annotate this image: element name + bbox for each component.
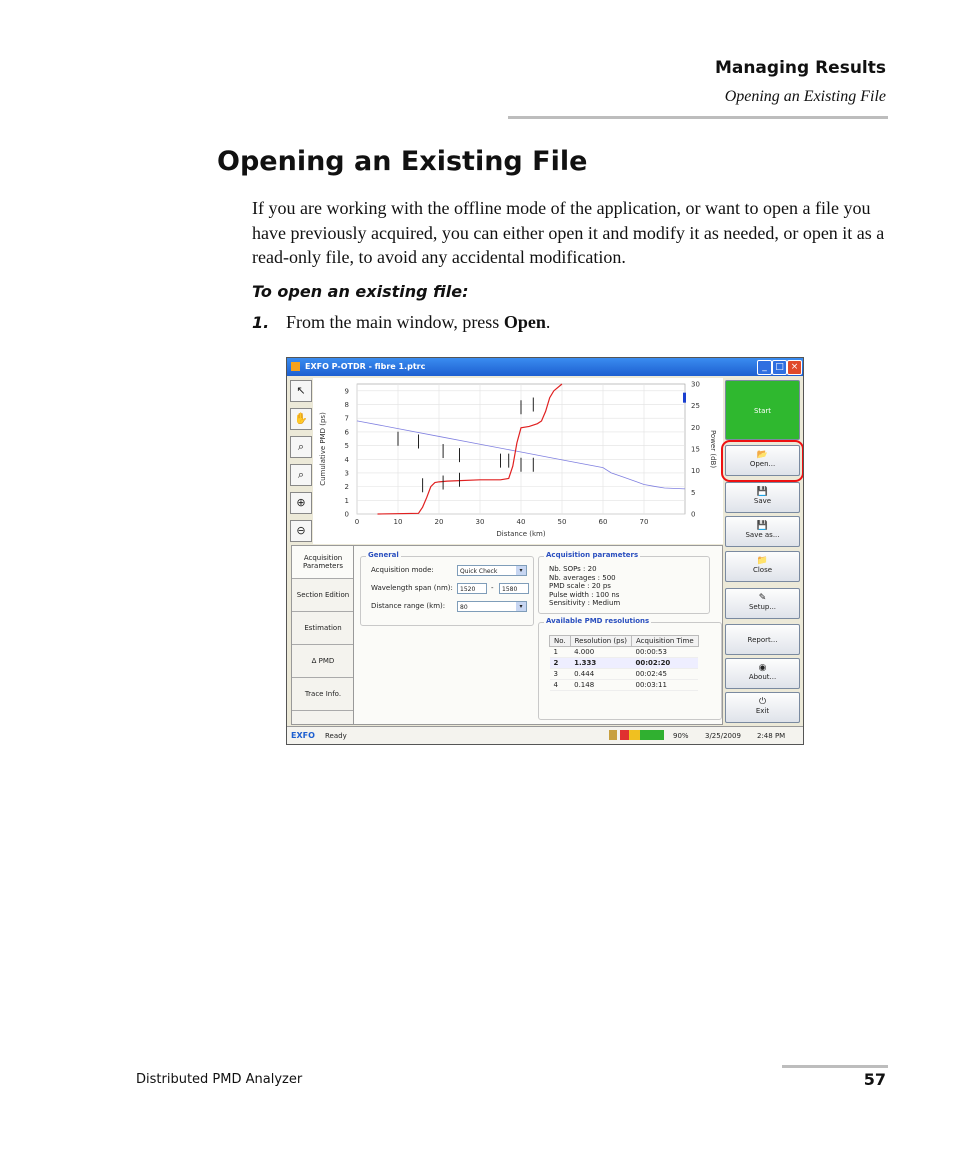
running-header-subtitle: Opening an Existing File	[724, 88, 886, 105]
distance-range-select[interactable]	[457, 601, 527, 612]
save-icon: 💾	[756, 487, 769, 497]
app-icon	[291, 362, 300, 371]
table-row[interactable]	[550, 680, 699, 691]
col-header: No.	[550, 636, 571, 647]
acq-params-title: Acquisition parameters	[546, 551, 639, 559]
x-tick-label: 0	[354, 518, 360, 526]
table-row[interactable]	[550, 669, 699, 680]
exit-label: Exit	[755, 707, 770, 715]
y2-tick-label: 10	[691, 467, 700, 476]
y2-tick-label: 0	[691, 510, 696, 519]
battery-percent: 90%	[673, 732, 689, 740]
pmd-res-title: Available PMD resolutions	[546, 617, 650, 625]
general-group	[360, 551, 534, 626]
pmd-resolutions-group	[538, 617, 722, 720]
report-button[interactable]: Report...	[725, 624, 800, 655]
tab-acquisition-parameters[interactable]: Acquisition Parameters	[292, 546, 354, 579]
zoom-out-icon[interactable]: ⊖	[290, 520, 312, 542]
y2-tick-label: 5	[691, 488, 696, 497]
battery-icon	[609, 730, 617, 740]
y2-tick-label: 30	[691, 380, 700, 389]
x-axis-label: Distance (km)	[496, 530, 546, 538]
acq-mode-select[interactable]	[457, 565, 527, 576]
step-bold: Open	[503, 312, 546, 332]
open-highlight	[721, 440, 804, 482]
distance-range-label: Distance range (km):	[371, 602, 446, 610]
table-cell: 0.444	[570, 669, 631, 680]
tab-trace-info[interactable]: Trace Info.	[292, 678, 354, 711]
intro-paragraph: If you are working with the offline mode of the application, or want to open a file you have previously acquired, you can either open it and modify it as needed, or open it as a read-only file, to avoid any accidental modification.	[252, 198, 885, 267]
folder-open-icon: 📂	[756, 450, 769, 460]
y-tick-label: 4	[344, 455, 349, 464]
status-state: Ready	[325, 732, 347, 740]
x-tick-label: 30	[475, 518, 485, 526]
power-icon: ⏻	[758, 697, 767, 707]
about-icon: ◉	[758, 663, 767, 673]
maximize-icon[interactable]: □	[772, 360, 787, 375]
y2-tick-label: 15	[691, 445, 700, 454]
chevron-down-icon: ▾	[516, 566, 526, 575]
acq-param-line: Sensitivity : Medium	[549, 599, 621, 607]
table-row[interactable]	[550, 647, 699, 658]
app-window	[286, 357, 804, 745]
pointer-icon[interactable]: ↖	[290, 380, 312, 402]
close-label: Close	[752, 566, 773, 574]
table-cell: 00:03:11	[631, 680, 698, 691]
acq-param-line: Nb. SOPs : 20	[549, 565, 597, 573]
table-cell: 3	[550, 669, 571, 680]
procedure-title: To open an existing file:	[252, 282, 469, 301]
acq-param-line: PMD scale : 20 ps	[549, 582, 611, 590]
table-cell: 2	[550, 658, 571, 669]
y-tick-label: 7	[344, 414, 349, 423]
acq-param-line: Pulse width : 100 ns	[549, 590, 620, 599]
status-brand: EXFO	[291, 731, 315, 740]
y-axis-label: Cumulative PMD (ps)	[319, 412, 327, 486]
y-tick-label: 0	[344, 510, 349, 519]
setup-label: Setup...	[748, 603, 777, 611]
cursor-marker	[683, 393, 686, 403]
open-label: Open...	[749, 460, 776, 468]
col-header: Resolution (ps)	[570, 636, 631, 647]
footer-rule	[782, 1065, 888, 1068]
y-tick-label: 6	[344, 428, 349, 437]
procedure-step	[252, 312, 550, 333]
y-tick-label: 5	[344, 442, 349, 451]
folder-icon: 📁	[756, 556, 769, 566]
y2-tick-label: 20	[691, 423, 700, 432]
page-number: 57	[863, 1070, 886, 1089]
side-tabs	[291, 545, 355, 725]
x-tick-label: 70	[639, 518, 649, 526]
save-as-button[interactable]	[725, 516, 800, 547]
section-heading: Opening an Existing File	[217, 146, 588, 177]
table-cell: 0.148	[570, 680, 631, 691]
about-label: About...	[748, 673, 777, 681]
save-label: Save	[753, 497, 772, 505]
hand-icon[interactable]: ✋	[290, 408, 312, 430]
exit-button[interactable]	[725, 692, 800, 723]
window-title: EXFO P-OTDR - fibre 1.ptrc	[305, 362, 426, 371]
save-button[interactable]	[725, 482, 800, 513]
acquisition-parameters-group	[538, 551, 710, 614]
wavelength-label: Wavelength span (nm):	[371, 584, 453, 592]
save-as-icon: 💾	[756, 521, 769, 531]
pmd-resolutions-table	[549, 635, 699, 691]
zoom-x-icon[interactable]: ⌕	[290, 464, 312, 486]
table-cell: 1	[550, 647, 571, 658]
zoom-in-icon[interactable]: ⊕	[290, 492, 312, 514]
pmd-plot-area	[313, 378, 723, 544]
step-text-end: .	[545, 312, 551, 332]
table-row[interactable]	[550, 658, 699, 669]
table-cell: 00:00:53	[631, 647, 698, 658]
setup-icon: ✎	[758, 593, 767, 603]
setup-button[interactable]	[725, 588, 800, 619]
status-date: 3/25/2009	[705, 732, 741, 740]
y-tick-label: 2	[344, 483, 349, 492]
x-tick-label: 40	[516, 518, 526, 526]
y-tick-label: 9	[344, 387, 349, 396]
y2-tick-label: 25	[691, 402, 700, 411]
wavelength-separator: -	[491, 584, 494, 592]
y-tick-label: 8	[344, 401, 349, 410]
footer-manual-title: Distributed PMD Analyzer	[136, 1072, 303, 1087]
y2-axis-label: Power (dB)	[709, 429, 717, 469]
tab-estimation[interactable]: Estimation	[292, 612, 354, 645]
status-time: 2:48 PM	[757, 732, 786, 740]
acquisition-pane	[353, 545, 723, 725]
pmd-chart	[313, 378, 723, 544]
wavelength-min-field[interactable]: 1520	[457, 583, 487, 594]
x-tick-label: 10	[393, 518, 403, 526]
distance-range-value: 80	[460, 604, 468, 611]
general-title: General	[368, 551, 399, 559]
wavelength-max-field[interactable]: 1580	[499, 583, 529, 594]
table-cell: 1.333	[570, 658, 631, 669]
table-cell: 00:02:20	[631, 658, 698, 669]
acq-param-line: Nb. averages : 500	[549, 573, 616, 582]
table-header-row	[550, 636, 699, 647]
step-text: From the main window, press	[286, 312, 504, 332]
acq-mode-value: Quick Check	[460, 568, 498, 575]
x-tick-label: 50	[557, 518, 567, 526]
acq-mode-label: Acquisition mode:	[371, 566, 434, 574]
col-header: Acquisition Time	[631, 636, 698, 647]
about-button[interactable]	[725, 658, 800, 689]
running-header-title: Managing Results	[714, 58, 886, 78]
save-as-label: Save as...	[745, 531, 780, 539]
x-tick-label: 60	[598, 518, 608, 526]
header-rule	[508, 116, 888, 119]
status-bar	[287, 726, 803, 745]
table-cell: 4	[550, 680, 571, 691]
toolbar	[290, 380, 312, 548]
close-button[interactable]	[725, 551, 800, 582]
tab-delta-pmd[interactable]: Δ PMD	[292, 645, 354, 678]
step-number: 1.	[252, 313, 270, 332]
y-tick-label: 3	[344, 469, 349, 478]
chevron-down-icon: ▾	[516, 602, 526, 611]
title-bar	[287, 358, 803, 376]
y-tick-label: 1	[344, 496, 349, 505]
table-cell: 4.000	[570, 647, 631, 658]
start-button[interactable]: Start	[725, 380, 800, 440]
close-icon[interactable]: ×	[787, 360, 802, 375]
minimize-icon[interactable]: _	[757, 360, 772, 375]
battery-level-icon	[620, 730, 664, 740]
table-cell: 00:02:45	[631, 669, 698, 680]
zoom-area-icon[interactable]: ⌕	[290, 436, 312, 458]
tab-section-edition[interactable]: Section Edition	[292, 579, 354, 612]
x-tick-label: 20	[434, 518, 444, 526]
